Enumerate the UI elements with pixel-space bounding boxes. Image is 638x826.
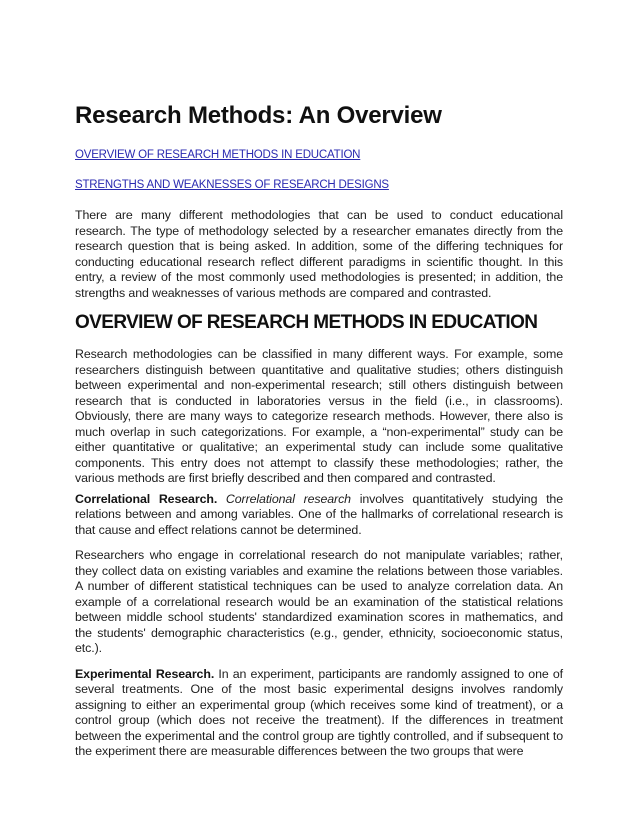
toc-link-strengths-and-weaknesses[interactable]: STRENGTHS AND WEAKNESSES OF RESEARCH DESIGNS (75, 179, 389, 191)
experimental-paragraph (75, 667, 563, 760)
correlational-detail-paragraph: Researchers who engage in correlational research do not manipulate variables; rather, they collect data on existing variables and examine the relations between those variables. A number of different statistical techniques can be used to analyze correlation data. An example of a correlational research would be an examination of the statistical relations between middle school students' standardized examination scores in mathematics, and the students' demographic characteristics (e.g., gender, ethnicity, socioeconomic status, etc.). (75, 548, 563, 655)
classification-paragraph: Research methodologies can be classified in many different ways. For example, some researchers distinguish between quantitative and qualitative studies; others distinguish between experimental and non-experimental research; still others distinguish between research that is conducted in laboratories versus in the field (i.e., in classrooms). Obviously, there are many ways to categorize research methods. However, there also is much overlap in such categorizations. For example, a “non-experimental” study can be either quantitative or qualitative; an experimental study can include some qualitative components. This entry does not attempt to classify these methodologies; rather, the various methods are first briefly described and then compared and contrasted. (75, 347, 563, 485)
toc-link-overview-of-research-methods[interactable]: OVERVIEW OF RESEARCH METHODS IN EDUCATION (75, 149, 361, 161)
experimental-lead-bold: Experimental Research. (75, 666, 215, 681)
experimental-text: In an experiment, participants are randomly assigned to one of several treatments. One of the most basic experimental designs involves randomly assigning to either an experimental group (which receives some kind of treatment), or a control group (which does not receive the treatment). If the differences in treatment between the experimental and the control group are tightly controlled, and if subsequent to the experiment there are measurable differences between the two groups that were (75, 666, 564, 758)
correlational-term-italic: Correlational research (225, 491, 351, 506)
section-heading-overview: OVERVIEW OF RESEARCH METHODS IN EDUCATION (75, 312, 538, 333)
correlational-text: involves quantitatively studying the relations between and among variables. One of the hallmarks of correlational research is that cause and effect relations cannot be determined. (75, 491, 563, 537)
correlational-lead-bold: Correlational Research. (75, 491, 218, 506)
document-title: Research Methods: An Overview (75, 102, 442, 129)
intro-paragraph: There are many different methodologies that can be used to conduct educational research. The type of methodology selected by a researcher emanates directly from the research question that is being asked. In addition, some of the differing techniques for conducting educational research reflect different paradigms in scientific thought. In this entry, a review of the most commonly used methodologies is presented; in addition, the strengths and weaknesses of various methods are compared and contrasted. (75, 208, 563, 300)
toc-line-strengths (75, 178, 563, 192)
correlational-paragraph (75, 492, 563, 539)
toc-line-overview (75, 148, 563, 162)
